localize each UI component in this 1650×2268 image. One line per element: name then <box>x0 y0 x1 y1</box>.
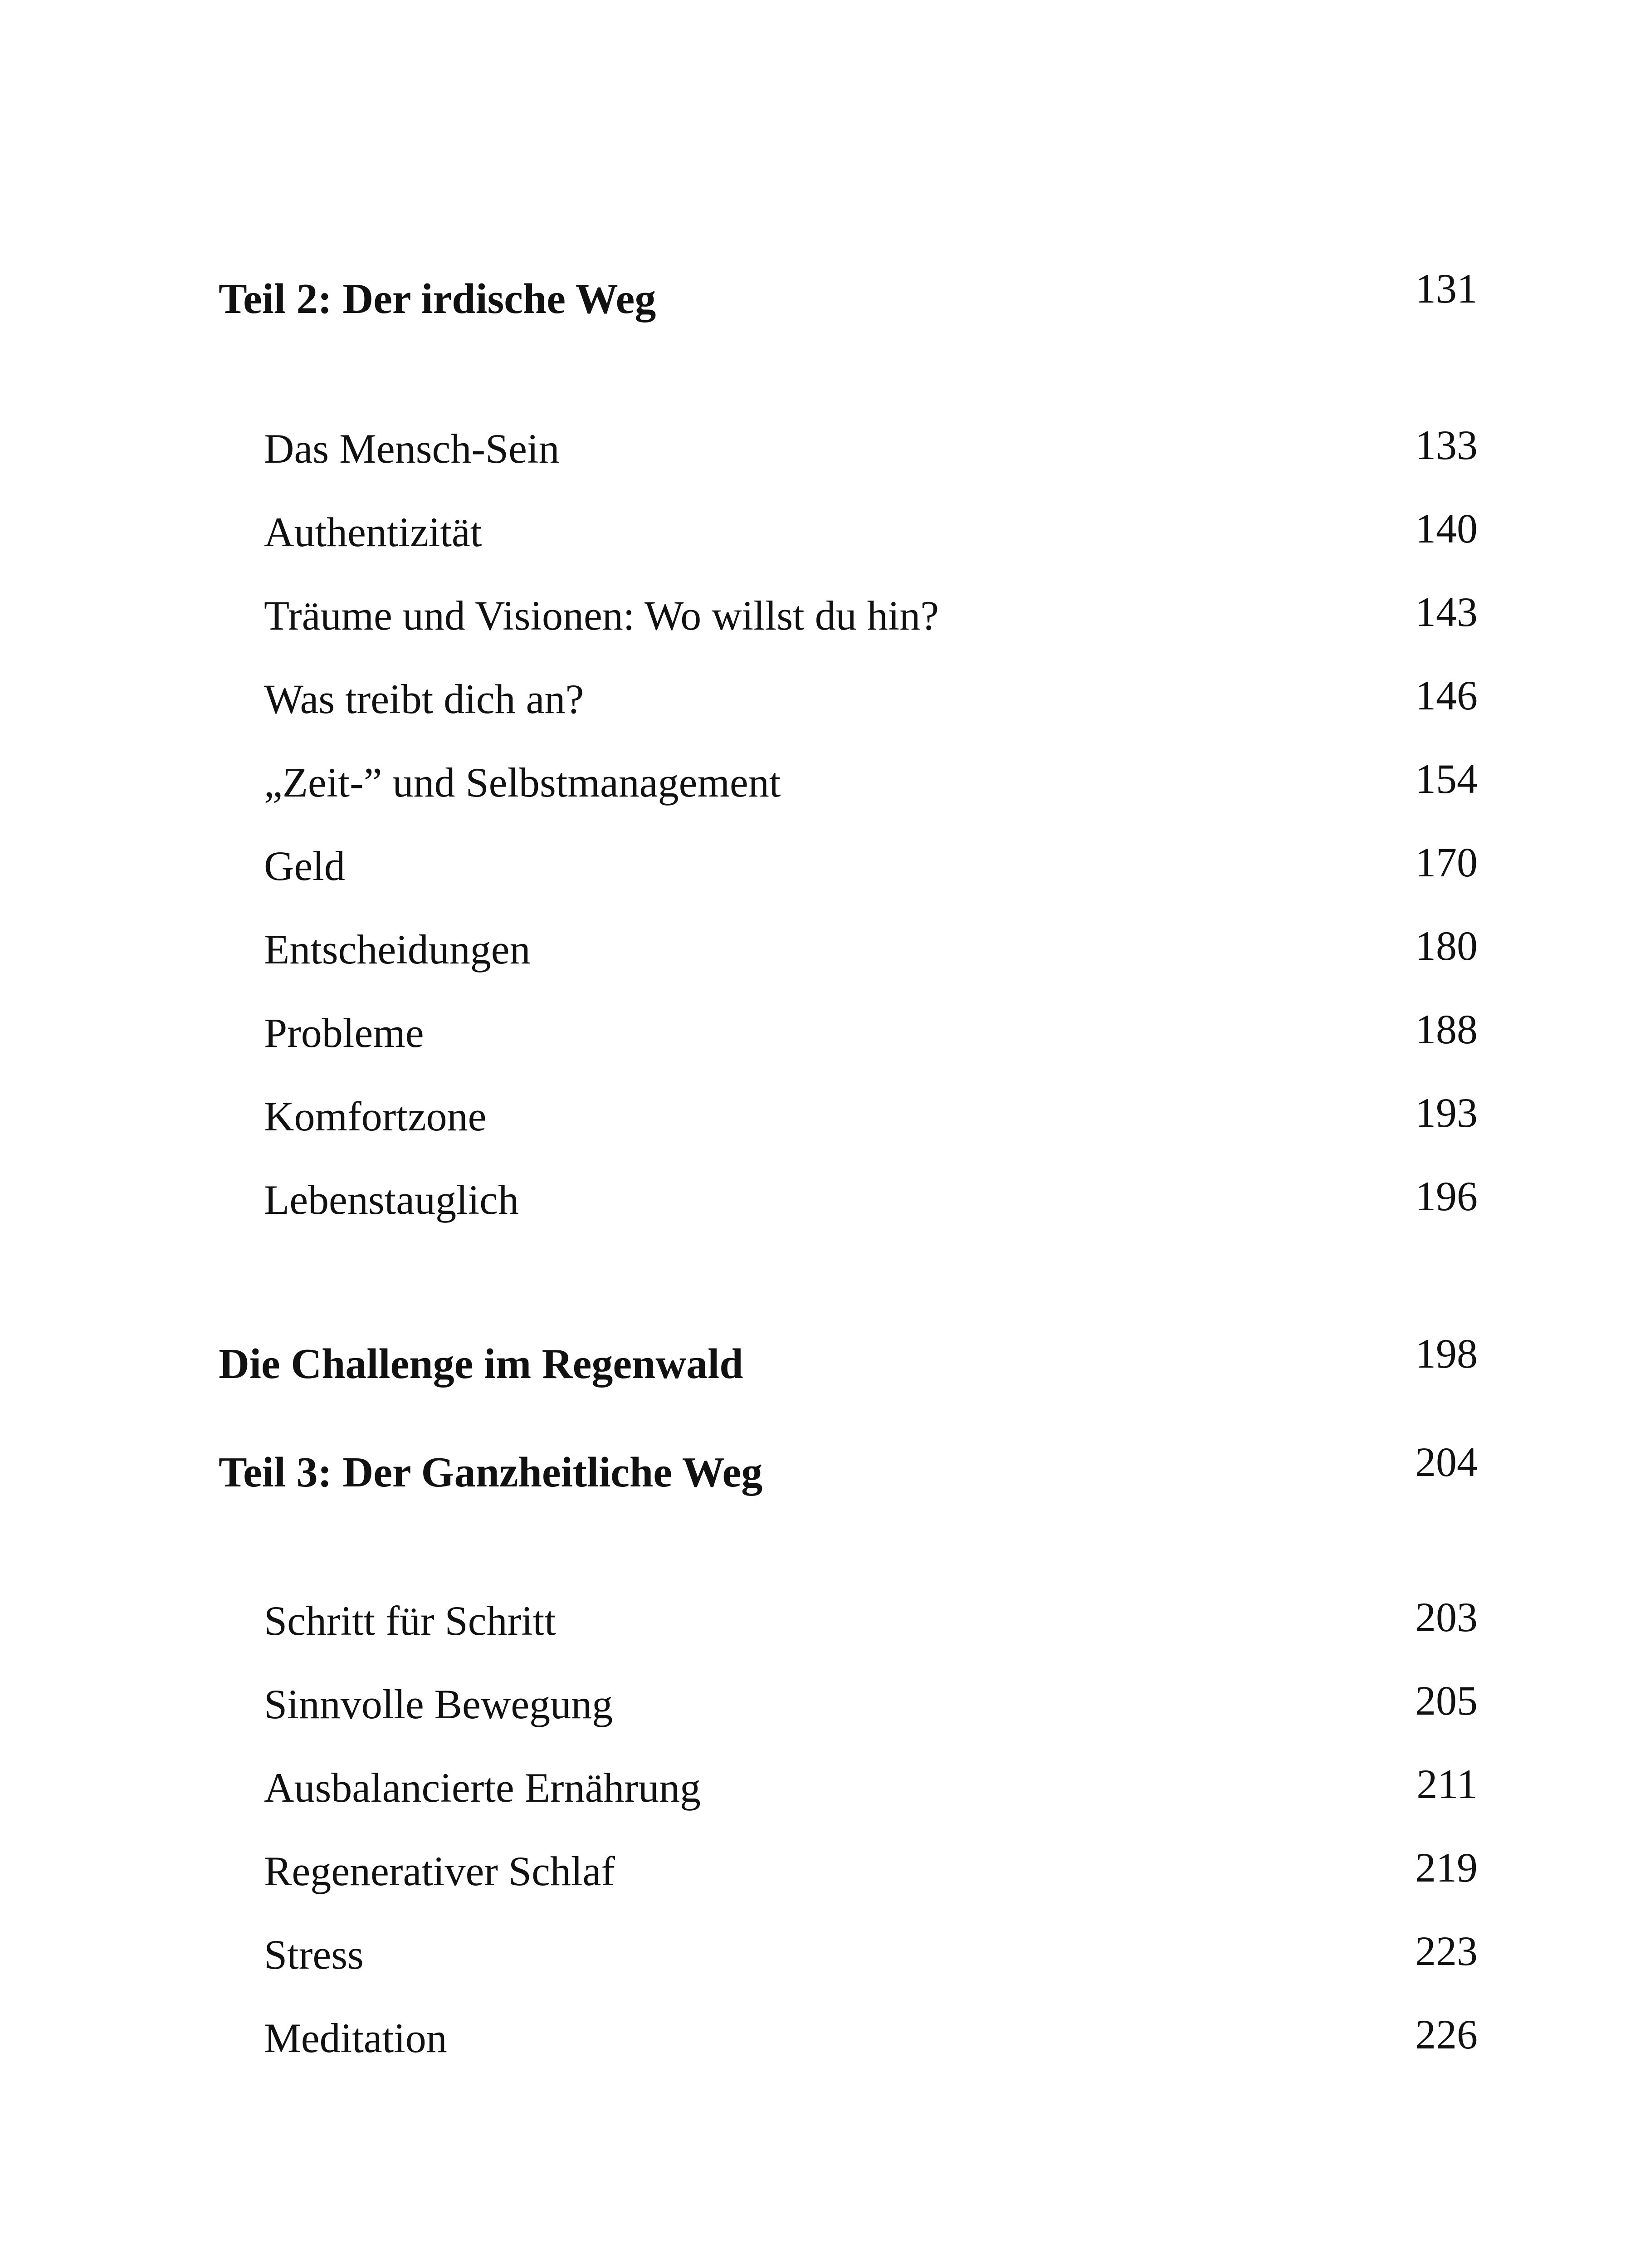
toc-heading-challenge <box>0 1330 1650 1396</box>
toc-entry-title: Meditation <box>264 2015 447 2061</box>
toc-entry <box>0 1844 1650 1910</box>
toc-entry-title: Regenerativer Schlaf <box>264 1848 615 1894</box>
toc-entry-title: Probleme <box>264 1010 424 1056</box>
toc-entry <box>0 758 1650 821</box>
toc-entry <box>0 1092 1650 1155</box>
toc-entry-title: Geld <box>264 843 345 889</box>
toc-entry-page-number: 211 <box>1416 1761 1478 1807</box>
toc-entry <box>0 1596 1650 1660</box>
toc-entry-title: Was treibt dich an? <box>264 676 584 722</box>
toc-entry <box>0 1763 1650 1827</box>
toc-heading-part3 <box>0 1441 1650 1505</box>
toc-entry <box>0 672 1650 738</box>
toc-entry-page-number: 188 <box>1415 1006 1478 1052</box>
toc-entry-title: Entscheidungen <box>264 926 531 973</box>
toc-entry-page-number: 146 <box>1415 672 1478 719</box>
toc-entry-title: „Zeit-” und Selbstmanagement <box>264 759 781 806</box>
toc-heading-title: Teil 2: Der irdische Weg <box>219 275 656 323</box>
toc-entry-page-number: 170 <box>1415 839 1478 885</box>
toc-entry-page-number: 219 <box>1415 1844 1478 1891</box>
toc-entry <box>0 591 1650 655</box>
toc-heading-page-number: 198 <box>1415 1330 1478 1377</box>
toc-entry-title: Stress <box>264 1931 364 1978</box>
toc-entry-page-number: 196 <box>1415 1173 1478 1219</box>
toc-entry-page-number: 180 <box>1415 923 1478 969</box>
toc-entry <box>0 1008 1650 1072</box>
toc-entry-title: Authentizität <box>264 509 482 555</box>
toc-entry-title: Träume und Visionen: Wo willst du hin? <box>264 592 939 639</box>
toc-entry-title: Ausbalancierte Ernährung <box>264 1765 701 1811</box>
toc-entry <box>0 2011 1650 2077</box>
toc-entry <box>0 841 1650 905</box>
toc-entry-page-number: 143 <box>1415 589 1478 635</box>
toc-entry-page-number: 133 <box>1415 422 1478 468</box>
toc-entry-page-number: 203 <box>1415 1594 1478 1640</box>
toc-entry-title: Komfortzone <box>264 1093 487 1139</box>
toc-heading-title: Die Challenge im Regenwald <box>219 1340 743 1388</box>
toc-entry <box>0 1930 1650 1994</box>
toc-entry <box>0 1677 1650 1743</box>
toc-entry-page-number: 193 <box>1415 1090 1478 1136</box>
toc-entry-page-number: 226 <box>1415 2011 1478 2058</box>
toc-entry <box>0 424 1650 488</box>
toc-entry-page-number: 205 <box>1415 1677 1478 1724</box>
toc-entry <box>0 505 1650 571</box>
toc-entry-page-number: 223 <box>1415 1928 1478 1974</box>
toc-heading-page-number: 131 <box>1415 265 1478 312</box>
toc-entry-title: Das Mensch-Sein <box>264 425 560 472</box>
toc-entry-page-number: 154 <box>1415 756 1478 802</box>
toc-heading-part2 <box>0 265 1650 331</box>
toc-heading-title: Teil 3: Der Ganzheitliche Weg <box>219 1449 763 1496</box>
toc-heading-page-number: 204 <box>1415 1439 1478 1485</box>
toc-entry-title: Lebenstauglich <box>264 1177 519 1223</box>
toc-entry <box>0 1175 1650 1239</box>
toc-entry-title: Schritt für Schritt <box>264 1598 556 1644</box>
toc-entry-title: Sinnvolle Bewegung <box>264 1681 613 1727</box>
toc-entry <box>0 925 1650 988</box>
toc-entry-page-number: 140 <box>1415 505 1478 552</box>
